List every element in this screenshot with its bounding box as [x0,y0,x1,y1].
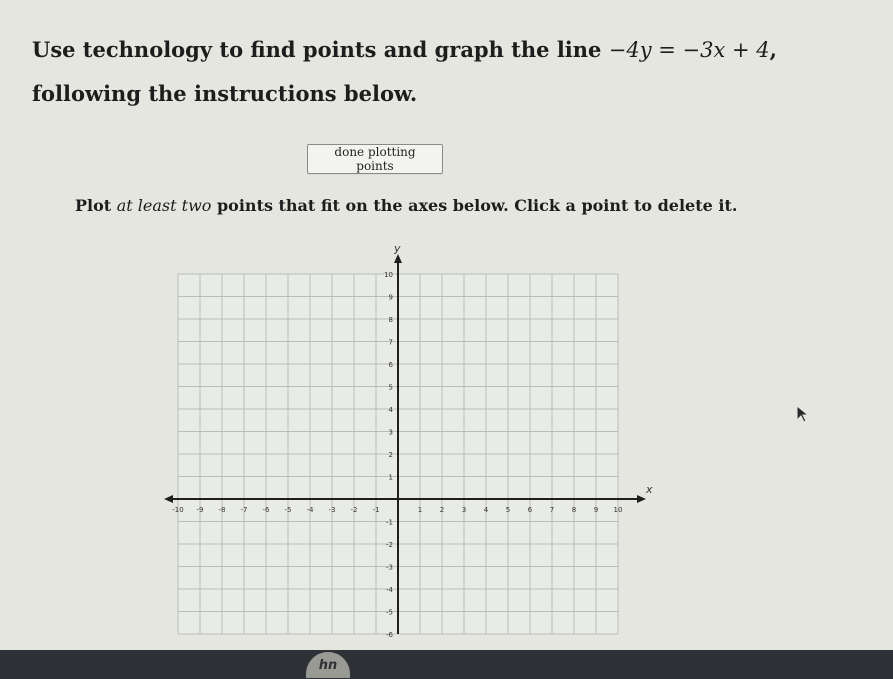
x-tick-label: 1 [417,506,423,514]
logo-text: hn [318,658,338,673]
x-tick-label: 4 [483,506,489,514]
x-tick-label: 2 [439,506,445,514]
logo [306,652,350,678]
y-tick-label: 7 [388,338,393,347]
x-tick-label: -5 [284,506,292,514]
x-tick-label: 7 [549,506,555,514]
x-tick-label: -3 [328,506,336,514]
y-tick-label: 6 [388,361,393,369]
done-plotting-points-button[interactable]: done plotting points [307,144,443,174]
x-tick-label: 6 [527,506,533,514]
x-tick-label: 3 [461,506,467,514]
x-tick-label: -8 [218,506,226,514]
y-tick-label: 3 [388,428,393,437]
prompt-text-before: Use technology to find points and graph the line [32,37,609,62]
x-tick-label: 5 [505,506,511,514]
y-tick-label: 10 [384,271,393,279]
instructions-before: Plot [75,196,117,215]
line-equation: −4y = −3x + 4 [608,38,770,62]
x-tick-label: -2 [350,506,358,514]
y-tick-label: 2 [388,451,393,459]
x-tick-label: 10 [613,506,623,514]
bottom-bar [0,650,893,679]
instructions-emphasis: at least two [116,196,212,215]
x-tick-label: -10 [172,506,184,514]
x-axis-right-arrow-icon [637,495,646,503]
y-axis-up-arrow-icon [394,254,402,263]
y-tick-label: -1 [386,518,393,527]
y-tick-label: -2 [386,541,393,549]
x-tick-label: -1 [372,506,380,514]
y-tick-label: -6 [386,631,393,639]
y-tick-label: 9 [388,293,393,302]
y-tick-label: 8 [388,316,393,324]
y-axis-label: y [394,242,401,255]
y-tick-label: 5 [388,383,393,392]
instructions-after: points that fit on the axes below. Click a point to delete it. [211,196,738,215]
y-tick-label: -5 [386,608,393,617]
x-tick-label: -7 [240,506,248,514]
prompt-text-after: , following the instructions below. [32,37,777,106]
x-tick-label: 9 [593,506,599,514]
y-tick-label: 4 [388,406,393,414]
y-tick-label: -3 [386,563,393,572]
x-axis-label: x [646,483,653,496]
x-axis-left-arrow-icon [164,495,173,503]
x-tick-label: 8 [571,506,577,514]
x-tick-label: -9 [196,506,204,514]
y-tick-label: -4 [386,586,393,594]
mouse-cursor-icon [796,405,810,423]
x-tick-label: -4 [306,506,314,514]
y-tick-label: 1 [388,473,393,482]
x-tick-label: -6 [262,506,270,514]
